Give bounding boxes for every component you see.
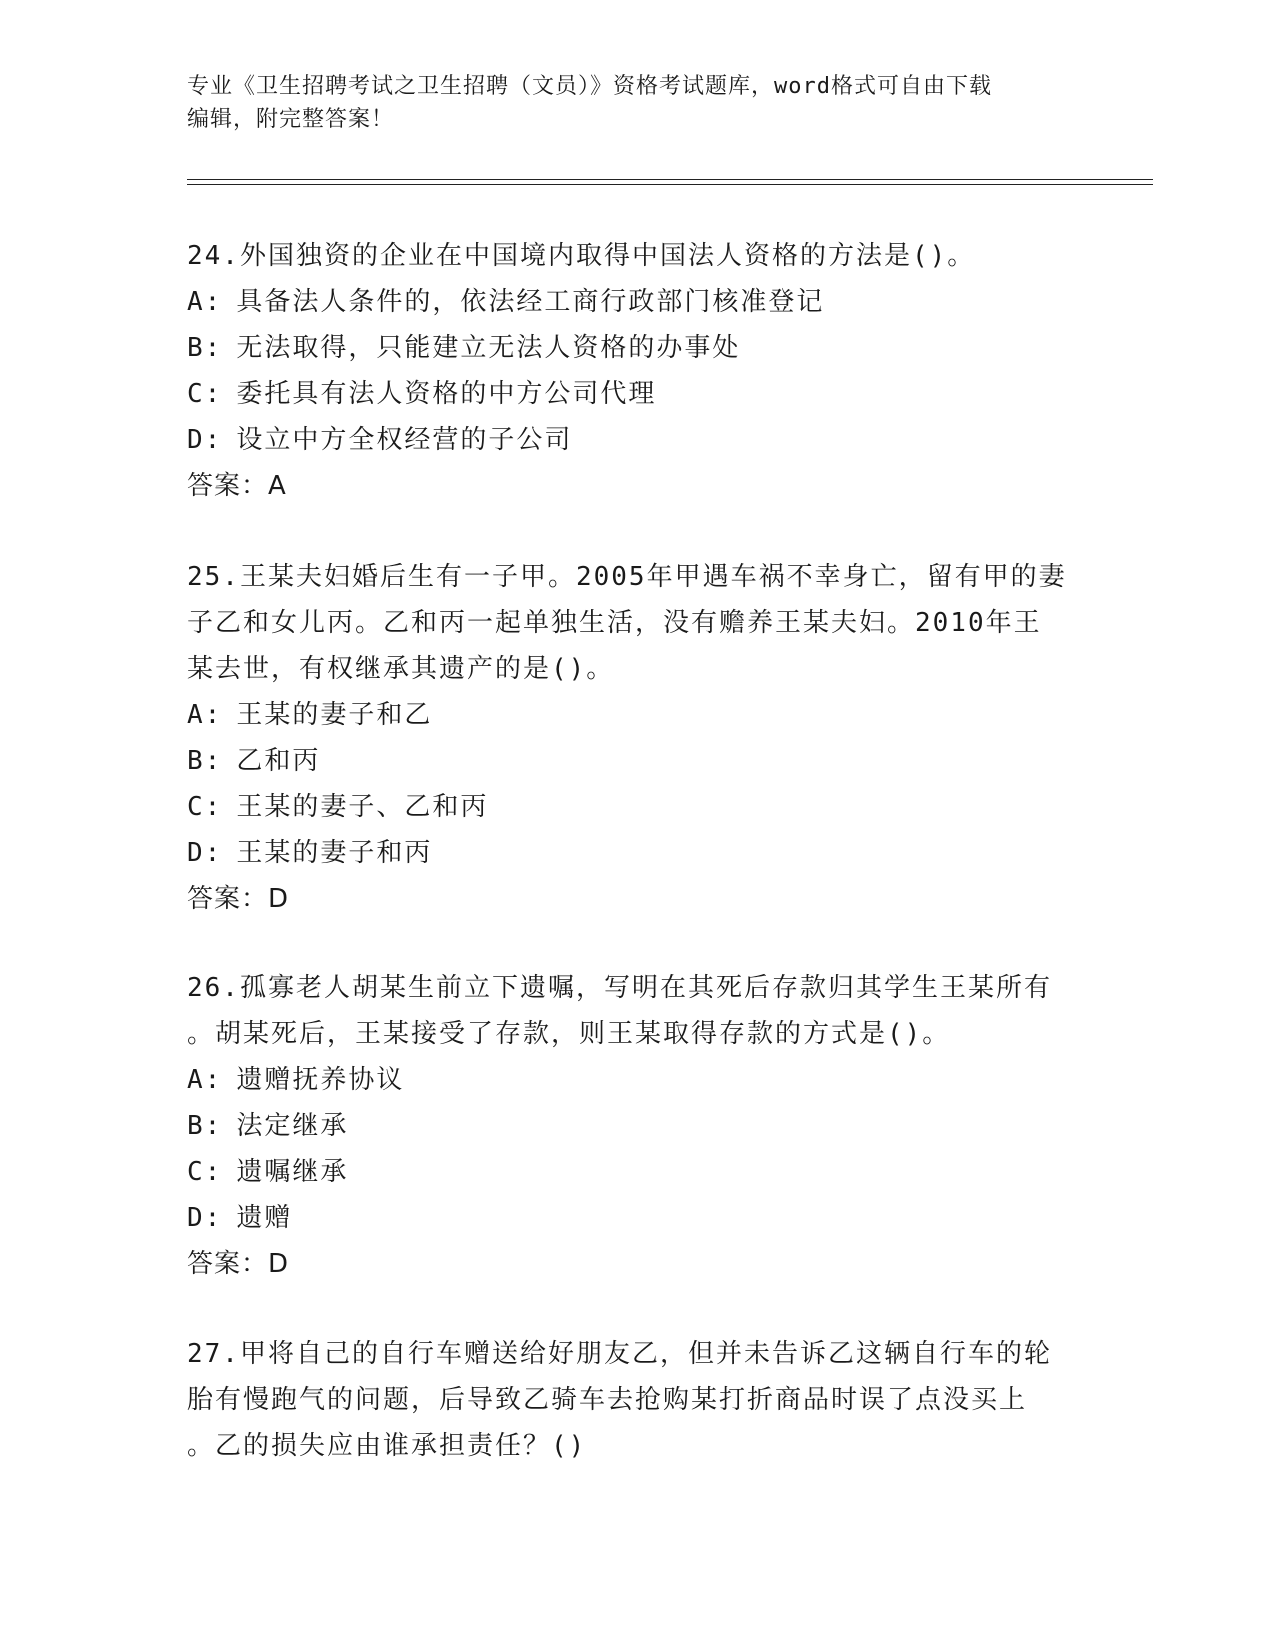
option-a [187, 1057, 1087, 1103]
option-text: 设立中方全权经营的子公司 [236, 425, 573, 455]
option-text: 乙和丙 [236, 746, 321, 776]
header-line-2: 编辑，附完整答案！ [187, 107, 395, 132]
option-text: 王某的妻子和乙 [236, 700, 433, 730]
document-header [187, 70, 1087, 136]
question-line: 27.甲将自己的自行车赠送给好朋友乙，但并未告诉乙这辆自行车的轮 [187, 1339, 1052, 1369]
question-line: 胎有慢跑气的问题，后导致乙骑车去抢购某打折商品时误了点没买上 [187, 1385, 1028, 1415]
option-d [187, 830, 1087, 876]
option-text: 遗赠 [236, 1203, 293, 1233]
option-c [187, 784, 1087, 830]
option-letter: B: [187, 333, 223, 363]
question-line: 子乙和女儿丙。乙和丙一起单独生活，没有赡养王某夫妇。2010年王 [187, 608, 1042, 638]
option-text: 无法取得，只能建立无法人资格的办事处 [236, 333, 741, 363]
option-text: 遗嘱继承 [236, 1157, 349, 1187]
question-line: 某去世，有权继承其遗产的是()。 [187, 654, 615, 684]
question-line: 25.王某夫妇婚后生有一子甲。2005年甲遇车祸不幸身亡，留有甲的妻 [187, 562, 1067, 592]
header-line-1: 专业《卫生招聘考试之卫生招聘（文员）》资格考试题库，word格式可自由下载 [187, 74, 992, 99]
option-b [187, 738, 1087, 784]
option-text: 遗赠抚养协议 [236, 1065, 405, 1095]
option-text: 委托具有法人资格的中方公司代理 [236, 379, 657, 409]
option-a [187, 279, 1087, 325]
question-line: 26.孤寡老人胡某生前立下遗嘱，写明在其死后存款归其学生王某所有 [187, 973, 1052, 1003]
option-letter: A: [187, 287, 223, 317]
question-26 [187, 965, 1087, 1287]
option-text: 具备法人条件的，依法经工商行政部门核准登记 [236, 287, 825, 317]
header-divider-bottom [187, 184, 1153, 185]
header-divider-top [187, 179, 1153, 180]
question-line: 。乙的损失应由谁承担责任？() [187, 1431, 587, 1461]
option-letter: D: [187, 1203, 223, 1233]
option-b [187, 325, 1087, 371]
option-d [187, 417, 1087, 463]
question-24 [187, 233, 1087, 509]
option-b [187, 1103, 1087, 1149]
option-letter: A: [187, 1065, 223, 1095]
option-c [187, 371, 1087, 417]
option-letter: C: [187, 379, 223, 409]
question-27 [187, 1331, 1087, 1469]
option-letter: D: [187, 838, 223, 868]
option-text: 法定继承 [236, 1111, 349, 1141]
question-line: 24.外国独资的企业在中国境内取得中国法人资格的方法是()。 [187, 241, 976, 271]
option-text: 王某的妻子和丙 [236, 838, 433, 868]
option-text: 王某的妻子、乙和丙 [236, 792, 489, 822]
option-letter: C: [187, 1157, 223, 1187]
answer-line: 答案：D [187, 884, 290, 914]
option-letter: B: [187, 746, 223, 776]
option-c [187, 1149, 1087, 1195]
answer-line: 答案：A [187, 471, 287, 501]
option-letter: D: [187, 425, 223, 455]
option-letter: B: [187, 1111, 223, 1141]
answer-line: 答案：D [187, 1249, 290, 1279]
question-line: 。胡某死后，王某接受了存款，则王某取得存款的方式是()。 [187, 1019, 951, 1049]
option-a [187, 692, 1087, 738]
option-letter: A: [187, 700, 223, 730]
question-25 [187, 554, 1087, 922]
option-letter: C: [187, 792, 223, 822]
option-d [187, 1195, 1087, 1241]
